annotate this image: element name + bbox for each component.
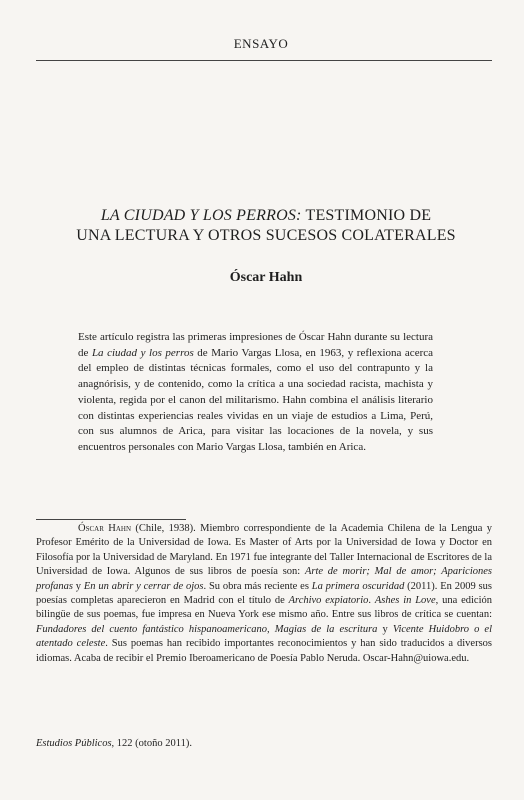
title-first-line-rest: TESTIMONIO DE bbox=[301, 207, 432, 224]
footnote-rule bbox=[36, 519, 186, 520]
title-book-name: LA CIUDAD Y LOS PERROS: bbox=[100, 207, 302, 224]
journal-name: Estudios Públicos bbox=[36, 738, 112, 749]
footnote-book-title: En un abrir y cerrar de ojos bbox=[83, 580, 204, 592]
title-line-2: UNA LECTURA Y OTROS SUCESOS COLATERALES bbox=[76, 227, 456, 244]
footnote-text: . Sus poemas han recibido importantes reconocimientos y han sido traducidos a diversos idiomas. Acaba de recibir el Premio Iberoamericano de Poesía Pablo Neruda. Oscar-Hahn@uiowa.edu. bbox=[36, 638, 492, 664]
footnote-book-title: Archivo expiatorio bbox=[288, 595, 369, 607]
abstract bbox=[78, 330, 433, 456]
title-line-1 bbox=[66, 206, 466, 226]
author-footnote bbox=[36, 522, 492, 666]
footnote-book-title: Vicente Huidobro o el atentado celeste bbox=[36, 623, 492, 650]
footnote-text: (Chile, 1938). Miembro correspondiente de la Academia Chilena de la Lengua y Profesor Emérito de la Universidad de Iowa. Es Master of Arts por la Universidad de Iowa y Doctor en Filosofía por la Universidad de Maryland. En 1971 fue integrante del Taller Internacional de Escritores de la Universidad de Iowa. Algunos de sus libros de poesía son: bbox=[36, 523, 492, 578]
article-title bbox=[66, 206, 466, 246]
footnote-text: , una edición bilingüe de sus poemas, fue impresa en Nueva York ese mismo año. Entre sus libros de crítica se cuentan: bbox=[36, 595, 492, 621]
footnote-text: y bbox=[377, 623, 393, 635]
footnote-text: (2011). En 2009 sus poesías completas aparecieron en Madrid con el título de bbox=[36, 580, 492, 607]
abstract-text-2: de Mario Vargas Llosa, en 1963, y reflexiona acerca del empleo de distintas técnicas formales, como el uso del contrapunto y la anagnórisis, y de contenido, como la crítica a una sociedad racista, machista y violenta, regida por el canon del militarismo. Hahn combina el análisis literario con distintas experiencias reales vividas en un viaje de estudios a Lima, Perú, con sus alumnos de Arica, para visitar las locaciones de la novela, y sus encuentros personales con Mario Vargas Llosa, también en Arica. bbox=[78, 346, 434, 453]
footnote-book-title: Ashes in Love bbox=[374, 595, 436, 607]
footnote-book-title: Fundadores del cuento fantástico hispanoamericano, Magias de la escritura bbox=[36, 623, 378, 635]
abstract-text-1: Este artículo registra las primeras impresiones de Óscar Hahn durante su lectura de bbox=[78, 331, 433, 359]
footnote-text: . bbox=[368, 595, 375, 607]
footnote-book-title: La primera oscuridad bbox=[311, 580, 405, 592]
footnote-book-title: Arte de morir; Mal de amor; Apariciones profanas bbox=[36, 566, 492, 592]
header-rule bbox=[36, 60, 492, 61]
footnote-text: . Su obra más reciente es bbox=[203, 580, 312, 592]
abstract-book-title: La ciudad y los perros bbox=[91, 346, 194, 359]
footnote-text: y bbox=[72, 580, 84, 592]
journal-citation bbox=[36, 738, 336, 749]
journal-issue: , 122 (otoño 2011). bbox=[111, 738, 192, 749]
footnote-author-name: Óscar Hahn bbox=[78, 523, 131, 534]
article-author: Óscar Hahn bbox=[229, 270, 303, 285]
running-header: ENSAYO bbox=[233, 36, 289, 51]
